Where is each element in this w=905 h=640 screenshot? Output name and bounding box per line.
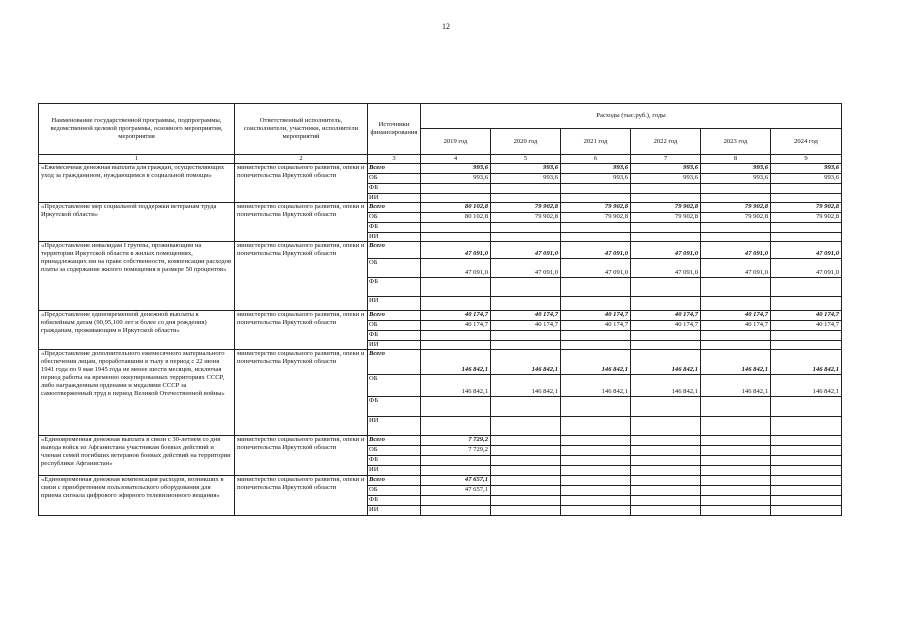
expense-value [771, 466, 842, 476]
expense-value [771, 446, 842, 456]
expense-value [421, 466, 491, 476]
expense-value [771, 184, 842, 194]
expense-value [771, 233, 842, 242]
expense-value [631, 417, 701, 436]
header-index: 7 [631, 155, 701, 164]
expense-value [491, 278, 561, 297]
expense-value [491, 466, 561, 476]
expense-value: 40 174,7 [771, 321, 842, 331]
funding-source: ИИ [368, 506, 421, 516]
expense-value: 79 902,8 [701, 203, 771, 213]
header-expenses: Расходы (тыс.руб.), годы [421, 104, 842, 129]
expense-value: 79 902,8 [771, 213, 842, 223]
expense-value: 146 842,1 [771, 350, 842, 375]
expense-value [491, 331, 561, 341]
expense-value [421, 456, 491, 466]
expense-value: 40 174,7 [561, 321, 631, 331]
expense-value: 80 102,8 [421, 213, 491, 223]
funding-source: ФБ [368, 223, 421, 233]
expense-value: 47 091,0 [421, 259, 491, 278]
expense-value: 146 842,1 [771, 375, 842, 397]
expense-value [491, 417, 561, 436]
expense-value: 146 842,1 [701, 375, 771, 397]
expense-value [561, 446, 631, 456]
expenses-table [38, 103, 842, 516]
funding-source: ИИ [368, 233, 421, 242]
expense-value: 47 091,0 [631, 259, 701, 278]
expense-value [771, 417, 842, 436]
expense-value [421, 184, 491, 194]
expense-value: 40 174,7 [421, 321, 491, 331]
expense-value: 40 174,7 [771, 311, 842, 321]
activity-name: «Единовременная денежная выплата в связи с 30-летием со дня вывода войск из Афганистана участникам боевых действий и членам семей погибших ветеранов боевых действий на территории республики Афганистан» [39, 436, 235, 476]
header-year: 2023 год [701, 129, 771, 155]
funding-source: ФБ [368, 278, 421, 297]
expense-value [701, 417, 771, 436]
activity-name: «Ежемесячная денежная выплата для граждан, осуществляющих уход за гражданином, нуждающимся в социальной помощи» [39, 164, 235, 203]
expense-value [631, 446, 701, 456]
expense-value: 79 902,8 [491, 213, 561, 223]
expense-value [701, 184, 771, 194]
executor: министерство социального развития, опеки и попечительства Иркутской области [235, 350, 368, 436]
header-index: 5 [491, 155, 561, 164]
expense-value [491, 223, 561, 233]
funding-source: ОБ [368, 259, 421, 278]
expense-value [421, 341, 491, 350]
expense-value: 79 902,8 [701, 213, 771, 223]
expense-value: 146 842,1 [491, 350, 561, 375]
expense-value [561, 436, 631, 446]
header-index: 9 [771, 155, 842, 164]
expense-value [561, 297, 631, 311]
expense-value: 993,6 [631, 164, 701, 174]
expense-value: 79 902,8 [561, 203, 631, 213]
expense-value [421, 194, 491, 203]
expense-value: 80 102,8 [421, 203, 491, 213]
expense-value [631, 341, 701, 350]
expense-value: 47 091,0 [771, 259, 842, 278]
expense-value: 47 091,0 [491, 259, 561, 278]
header-year: 2019 год [421, 129, 491, 155]
expense-value [631, 496, 701, 506]
expense-value [701, 486, 771, 496]
expense-value [631, 397, 701, 417]
expense-value [561, 223, 631, 233]
expense-value [421, 297, 491, 311]
expense-value [561, 233, 631, 242]
funding-source: Всего [368, 350, 421, 375]
expense-value: 47 091,0 [561, 259, 631, 278]
expense-value [561, 331, 631, 341]
expense-value: 79 902,8 [631, 203, 701, 213]
expense-value [701, 331, 771, 341]
funding-source: ОБ [368, 213, 421, 223]
expense-value: 47 091,0 [561, 242, 631, 259]
funding-source: Всего [368, 242, 421, 259]
expense-value [631, 506, 701, 516]
expense-value [631, 456, 701, 466]
header-sources: Источники финансирования [368, 104, 421, 155]
expense-value [771, 278, 842, 297]
funding-source: ФБ [368, 331, 421, 341]
funding-source: Всего [368, 203, 421, 213]
expense-value: 40 174,7 [701, 321, 771, 331]
expense-value [491, 436, 561, 446]
expense-value: 40 174,7 [491, 311, 561, 321]
expense-value [701, 466, 771, 476]
expense-value: 146 842,1 [561, 350, 631, 375]
expense-value: 47 091,0 [771, 242, 842, 259]
expense-value [561, 417, 631, 436]
expense-value: 146 842,1 [631, 375, 701, 397]
funding-source: ОБ [368, 375, 421, 397]
expense-value: 79 902,8 [631, 213, 701, 223]
expense-value [631, 184, 701, 194]
expense-value [631, 331, 701, 341]
header-year: 2024 год [771, 129, 842, 155]
expense-value [701, 194, 771, 203]
funding-source: ФБ [368, 456, 421, 466]
expense-value: 993,6 [701, 174, 771, 184]
funding-source: ФБ [368, 184, 421, 194]
table-row [39, 436, 842, 446]
expense-value [771, 194, 842, 203]
expense-value: 993,6 [771, 174, 842, 184]
expense-value [561, 397, 631, 417]
activity-name: «Предоставление мер социальной поддержки ветеранам труда Иркутской области» [39, 203, 235, 242]
expense-value [491, 456, 561, 466]
header-year: 2022 год [631, 129, 701, 155]
header-index: 8 [701, 155, 771, 164]
table-row [39, 203, 842, 213]
expense-value: 146 842,1 [561, 375, 631, 397]
expense-value: 47 091,0 [701, 259, 771, 278]
expense-value [701, 278, 771, 297]
expense-value [421, 506, 491, 516]
expense-value: 7 729,2 [421, 446, 491, 456]
table-row [39, 311, 842, 321]
expense-value [701, 341, 771, 350]
expense-value [491, 476, 561, 486]
expense-value [631, 297, 701, 311]
funding-source: ОБ [368, 174, 421, 184]
header-executor: Ответственный исполнитель, соисполнители, участники, исполнители мероприятий [235, 104, 368, 155]
expense-value [491, 233, 561, 242]
expense-value: 146 842,1 [631, 350, 701, 375]
funding-source: Всего [368, 476, 421, 486]
expense-value [561, 496, 631, 506]
expense-value [701, 436, 771, 446]
executor: министерство социального развития, опеки и попечительства Иркутской области [235, 476, 368, 516]
activity-name: «Единовременная денежная компенсация расходов, возникших в связи с приобретением пользовательского оборудования для приема сигнала цифрового эфирного телевизионного вещания» [39, 476, 235, 516]
expense-value: 993,6 [491, 164, 561, 174]
expense-value [491, 506, 561, 516]
expense-value [491, 486, 561, 496]
page-number: 12 [442, 22, 450, 31]
table-body [39, 164, 842, 516]
expense-value [421, 278, 491, 297]
expense-value [771, 456, 842, 466]
activity-name: «Предоставление единовременной денежной выплаты к юбилейным датам (90,95,100 лет и более со дня рождения) гражданам, проживающим в Иркутской области» [39, 311, 235, 350]
expense-value: 47 657,1 [421, 476, 491, 486]
expense-value: 40 174,7 [491, 321, 561, 331]
expense-value: 40 174,7 [701, 311, 771, 321]
expense-value: 146 842,1 [421, 375, 491, 397]
funding-source: ИИ [368, 297, 421, 311]
expense-value [631, 436, 701, 446]
header-index: 3 [368, 155, 421, 164]
expense-value [491, 297, 561, 311]
expense-value: 47 091,0 [701, 242, 771, 259]
expense-value [701, 506, 771, 516]
expense-value [421, 496, 491, 506]
funding-source: Всего [368, 164, 421, 174]
expense-value [491, 446, 561, 456]
expense-value [701, 233, 771, 242]
expense-value [631, 466, 701, 476]
expense-value [771, 496, 842, 506]
funding-source: ОБ [368, 446, 421, 456]
header-index: 2 [235, 155, 368, 164]
expense-value [561, 476, 631, 486]
expense-value [631, 278, 701, 297]
expense-value: 993,6 [561, 164, 631, 174]
funding-source: Всего [368, 436, 421, 446]
expense-value [771, 297, 842, 311]
expense-value [491, 496, 561, 506]
expense-value: 40 174,7 [631, 311, 701, 321]
expense-value [701, 456, 771, 466]
expense-value: 993,6 [421, 164, 491, 174]
header-index: 1 [39, 155, 235, 164]
expense-value [701, 496, 771, 506]
header-year: 2020 год [491, 129, 561, 155]
expense-value [771, 436, 842, 446]
expense-value: 146 842,1 [491, 375, 561, 397]
expense-value [561, 184, 631, 194]
expense-value: 993,6 [491, 174, 561, 184]
expense-value [491, 194, 561, 203]
expense-value [631, 194, 701, 203]
funding-source: ФБ [368, 496, 421, 506]
expense-value: 993,6 [771, 164, 842, 174]
expense-value: 993,6 [561, 174, 631, 184]
expense-value: 40 174,7 [421, 311, 491, 321]
expense-value: 47 091,0 [491, 242, 561, 259]
table-row [39, 164, 842, 174]
expense-value: 79 902,8 [561, 213, 631, 223]
expense-value [701, 397, 771, 417]
expense-value [561, 506, 631, 516]
expense-value: 47 657,1 [421, 486, 491, 496]
funding-source: ИИ [368, 194, 421, 203]
expense-value [701, 223, 771, 233]
table-row [39, 476, 842, 486]
expense-value: 146 842,1 [421, 350, 491, 375]
expense-value [561, 456, 631, 466]
expense-value [561, 486, 631, 496]
header-name: Наименование государственной программы, подпрограммы, ведомственной целевой программы, основного мероприятия, мероприятия [39, 104, 235, 155]
expense-value: 79 902,8 [771, 203, 842, 213]
expense-value [771, 486, 842, 496]
expense-value [421, 223, 491, 233]
expense-value [631, 486, 701, 496]
expense-value [771, 397, 842, 417]
header-index: 4 [421, 155, 491, 164]
expense-value: 146 842,1 [701, 350, 771, 375]
expense-value [771, 476, 842, 486]
table-row [39, 350, 842, 375]
executor: министерство социального развития, опеки и попечительства Иркутской области [235, 164, 368, 203]
expense-value [701, 297, 771, 311]
expense-value [491, 397, 561, 417]
expense-value [491, 184, 561, 194]
executor: министерство социального развития, опеки и попечительства Иркутской области [235, 203, 368, 242]
header-year: 2021 год [561, 129, 631, 155]
expense-value [421, 331, 491, 341]
funding-source: ОБ [368, 486, 421, 496]
funding-source: ИИ [368, 466, 421, 476]
activity-name: «Предоставление дополнительного ежемесячного материального обеспечения лицам, проработавшим в тылу в период с 22 июня 1941 года по 9 мая 1945 года не менее шести месяцев, исключая период работы на временно оккупированных территориях СССР, либо награжденным орденами и медалями СССР за самоотверженный труд в период Великой Отечественной войны» [39, 350, 235, 436]
expense-value: 47 091,0 [421, 242, 491, 259]
expense-value [631, 223, 701, 233]
expense-value: 7 729,2 [421, 436, 491, 446]
executor: министерство социального развития, опеки и попечительства Иркутской области [235, 311, 368, 350]
funding-source: ИИ [368, 417, 421, 436]
expense-value [701, 446, 771, 456]
executor: министерство социального развития, опеки и попечительства Иркутской области [235, 436, 368, 476]
funding-source: Всего [368, 311, 421, 321]
header-index: 6 [561, 155, 631, 164]
funding-source: ИИ [368, 341, 421, 350]
activity-name: «Предоставление инвалидам I группы, проживающим на территории Иркутской области в жилых помещениях, принадлежащих им на праве собственности, компенсации расходов платы за содержание жилого помещения в размере 50 процентов» [39, 242, 235, 311]
expense-value [771, 341, 842, 350]
expense-value [421, 417, 491, 436]
expense-value: 993,6 [701, 164, 771, 174]
expense-value: 993,6 [631, 174, 701, 184]
expense-value [491, 341, 561, 350]
executor: министерство социального развития, опеки и попечительства Иркутской области [235, 242, 368, 311]
table-row [39, 242, 842, 259]
funding-source: ОБ [368, 321, 421, 331]
expense-value [701, 476, 771, 486]
expense-value: 40 174,7 [631, 321, 701, 331]
funding-source: ФБ [368, 397, 421, 417]
expense-value [561, 278, 631, 297]
expense-value [771, 331, 842, 341]
expense-value [561, 341, 631, 350]
expense-value [421, 397, 491, 417]
expense-value [421, 233, 491, 242]
expense-value [561, 466, 631, 476]
expense-value [631, 476, 701, 486]
expense-value [631, 233, 701, 242]
expense-value: 47 091,0 [631, 242, 701, 259]
expense-value: 993,6 [421, 174, 491, 184]
expense-value [771, 506, 842, 516]
expense-value: 79 902,8 [491, 203, 561, 213]
expense-value [771, 223, 842, 233]
expense-value: 40 174,7 [561, 311, 631, 321]
expense-value [561, 194, 631, 203]
